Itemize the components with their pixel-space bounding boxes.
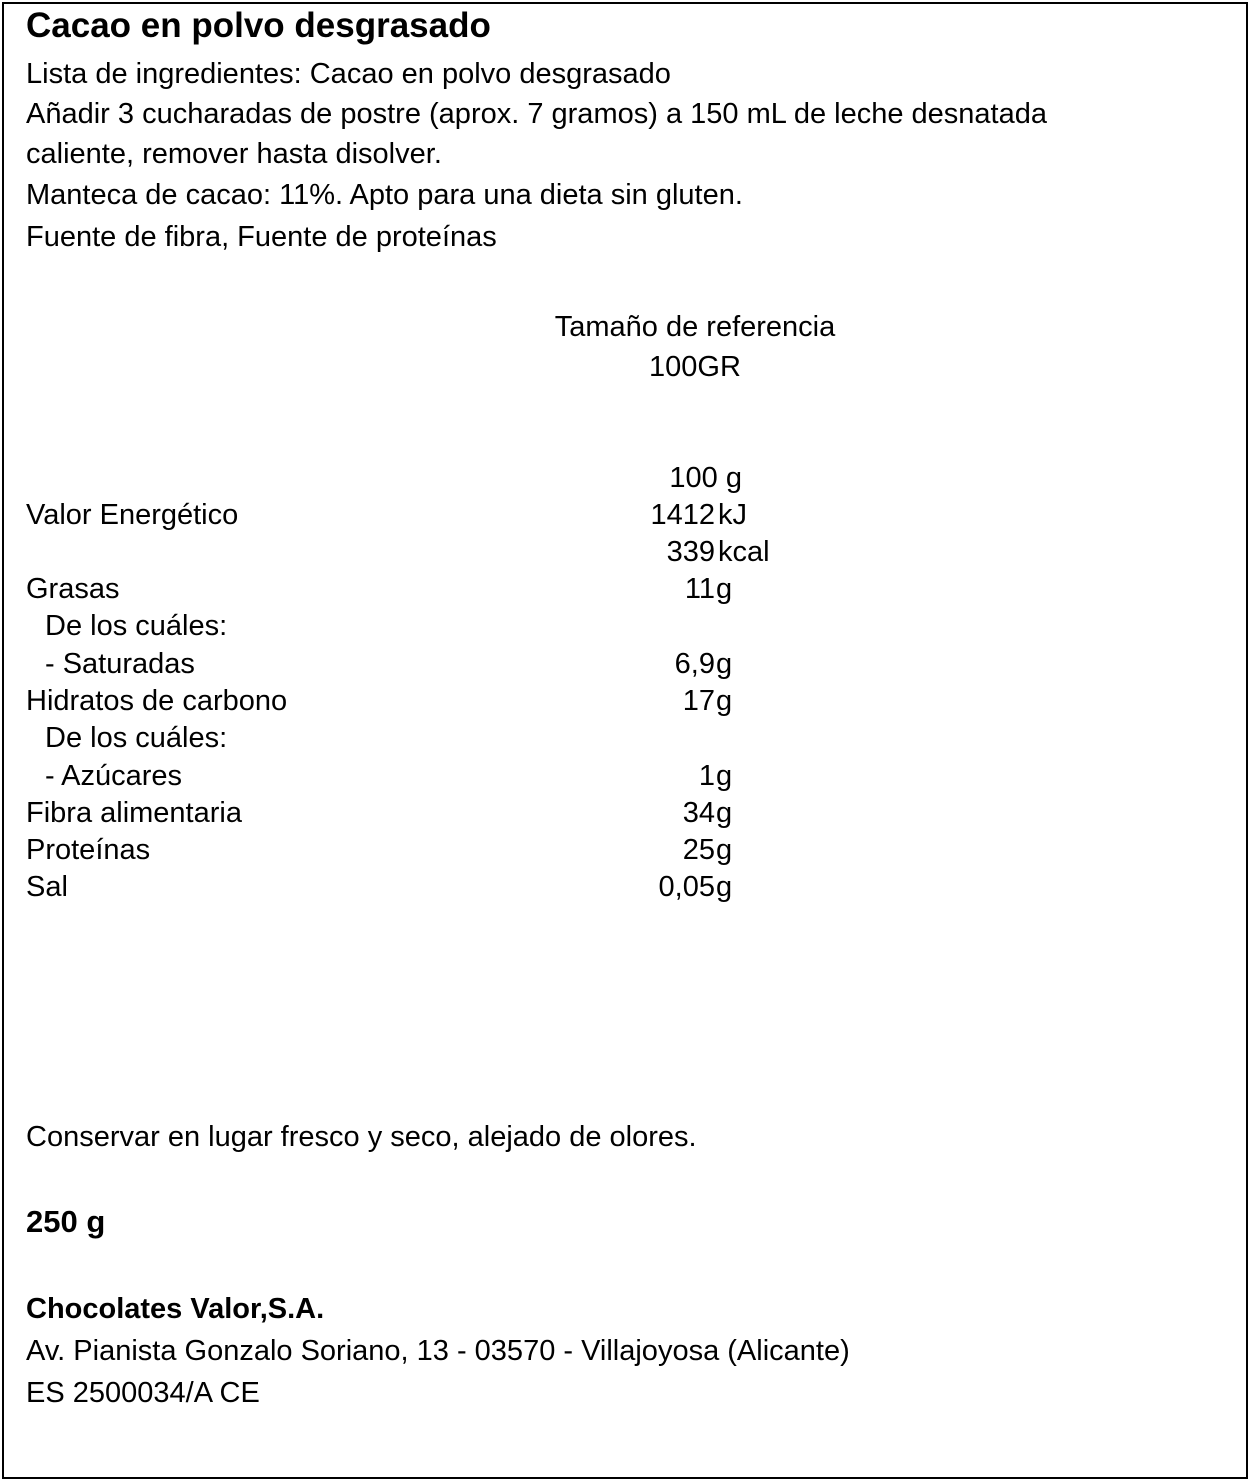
claims-text: Manteca de cacao: 11%. Apto para una dieta sin gluten.: [26, 179, 743, 211]
manufacturer-registry: ES 2500034/A CE: [26, 1377, 260, 1409]
nutrition-row-label: Valor Energético: [26, 499, 239, 531]
net-weight: 250 g: [26, 1204, 106, 1239]
nutrition-row-unit: g: [716, 648, 733, 680]
nutrition-row-value: 25: [682, 834, 715, 866]
nutrition-row-value: 1412: [650, 499, 715, 531]
storage-instructions: Conservar en lugar fresco y seco, alejado de olores.: [26, 1121, 697, 1153]
nutrition-row-label: Sal: [26, 871, 68, 903]
nutrition-row-value: 0,05: [658, 871, 715, 903]
nutrition-row-unit: g: [716, 685, 733, 717]
product-title: Cacao en polvo desgrasado: [26, 6, 491, 45]
nutrition-row-value: 1: [698, 760, 715, 792]
manufacturer-address: Av. Pianista Gonzalo Soriano, 13 - 03570 - Villajoyosa (Alicante): [26, 1335, 850, 1367]
nutrition-row-unit: kJ: [718, 499, 747, 531]
nutrition-row-value: 17: [682, 685, 715, 717]
nutrition-row-value: 34: [682, 797, 715, 829]
nutrition-row-label: Fibra alimentaria: [26, 797, 242, 829]
nutrition-row-value: 339: [666, 536, 715, 568]
nutrition-row-unit: g: [716, 871, 733, 903]
nutrition-row-label: - Saturadas: [45, 648, 195, 680]
nutrition-column-header: 100 g: [669, 462, 742, 494]
reference-size-label: Tamaño de referencia: [554, 311, 836, 343]
nutrition-row-label: Proteínas: [26, 834, 151, 866]
nutrition-claims-text: Fuente de fibra, Fuente de proteínas: [26, 221, 497, 253]
nutrition-row-value: 11: [684, 573, 715, 605]
nutrition-row-label: Grasas: [26, 573, 120, 605]
nutrition-row-unit: g: [716, 797, 733, 829]
reference-size-value: 100GR: [649, 351, 741, 383]
nutrition-row-value: 6,9: [674, 648, 715, 680]
nutrition-row-label: De los cuáles:: [45, 722, 228, 754]
preparation-text-line1: Añadir 3 cucharadas de postre (aprox. 7 gramos) a 150 mL de leche desnatada: [26, 98, 1047, 130]
nutrition-row-label: - Azúcares: [45, 760, 182, 792]
nutrition-row-unit: kcal: [718, 536, 770, 568]
ingredients-text: Lista de ingredientes: Cacao en polvo desgrasado: [26, 58, 671, 90]
nutrition-row-unit: g: [716, 573, 733, 605]
nutrition-row-label: De los cuáles:: [45, 610, 228, 642]
preparation-text-line2: caliente, remover hasta disolver.: [26, 138, 442, 170]
nutrition-row-unit: g: [716, 760, 733, 792]
manufacturer-name: Chocolates Valor,S.A.: [26, 1293, 325, 1325]
nutrition-row-label: Hidratos de carbono: [26, 685, 288, 717]
nutrition-row-unit: g: [716, 834, 733, 866]
